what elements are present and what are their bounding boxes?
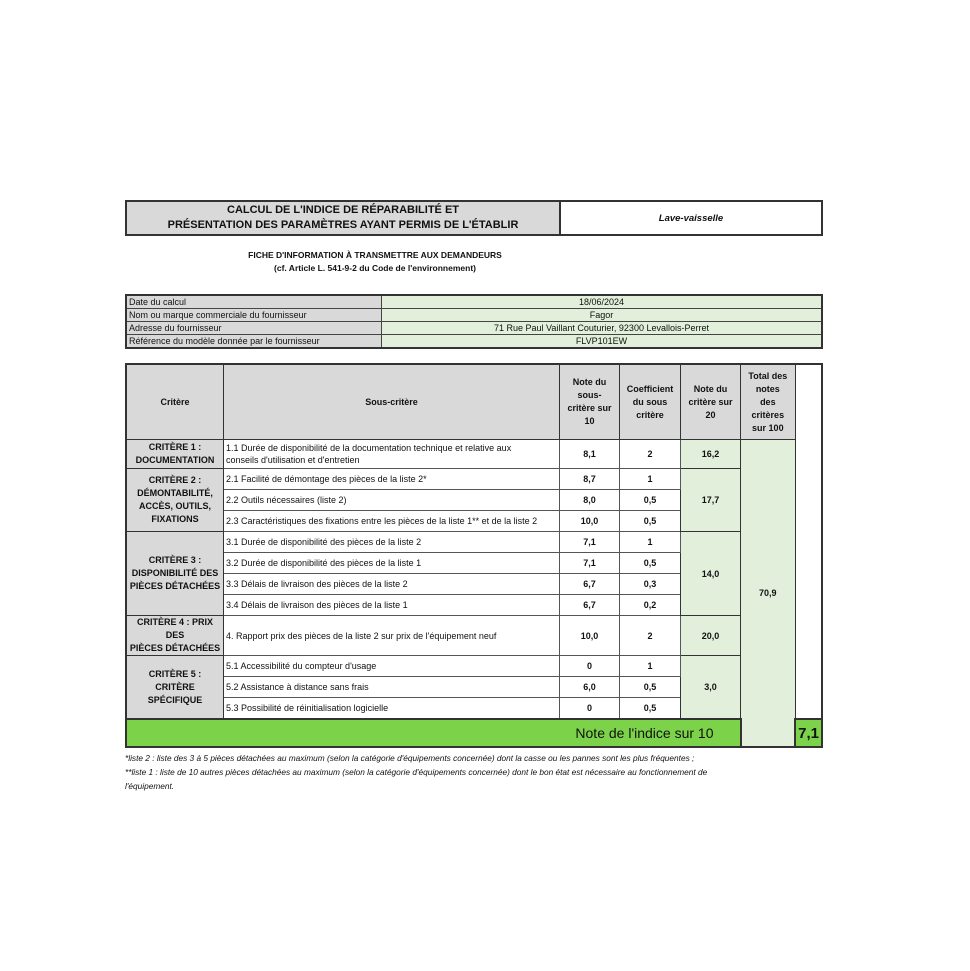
subcriterion-coef: 1	[620, 656, 681, 677]
criterion-3-l1: CRITÈRE 3 :	[148, 555, 202, 565]
repairability-sheet	[125, 200, 823, 793]
final-score-value: 7,1	[795, 719, 822, 747]
table-row	[126, 532, 822, 553]
info-label: Adresse du fournisseur	[126, 322, 382, 335]
criterion-3-label	[126, 532, 224, 616]
col-note20-l2: critère sur 20	[688, 396, 733, 420]
footnote-3: l'équipement.	[125, 781, 175, 791]
criterion-3-l3: PIÈCES DÉTACHÉES	[129, 581, 221, 591]
subcriterion-note: 7,1	[560, 553, 620, 574]
info-label: Date du calcul	[126, 295, 382, 309]
subcriterion-label: 2.2 Outils nécessaires (liste 2)	[224, 490, 560, 511]
table-row	[126, 656, 822, 677]
subcriterion-coef: 2	[620, 440, 681, 469]
subcriterion-coef: 0,5	[620, 698, 681, 720]
col-coef	[620, 364, 681, 440]
subcriterion-coef: 0,2	[620, 595, 681, 616]
subcriterion-label: 4. Rapport prix des pièces de la liste 2 sur prix de l'équipement neuf	[224, 616, 560, 656]
fiche-line-2: (cf. Article L. 541-9-2 du Code de l'environnement)	[274, 263, 476, 273]
col-note10-l1: Note du sous-	[572, 377, 607, 400]
criterion-2-l1: CRITÈRE 2 :	[148, 475, 202, 485]
subcriterion-label: 3.3 Délais de livraison des pièces de la liste 2	[224, 574, 560, 595]
info-value: Fagor	[382, 309, 823, 322]
subcriterion-label: 5.2 Assistance à distance sans frais	[224, 677, 560, 698]
subcriterion-label	[224, 440, 560, 469]
subcriterion-note: 8,0	[560, 490, 620, 511]
subcriterion-coef: 0,5	[620, 677, 681, 698]
subcriterion-note: 0	[560, 656, 620, 677]
sheet-title	[127, 202, 561, 234]
criterion-4-l2: PIÈCES DÉTACHÉES	[129, 643, 221, 653]
subcriterion-note: 8,7	[560, 469, 620, 490]
col-note10	[560, 364, 620, 440]
criterion-2-label	[126, 469, 224, 532]
sheet-header	[125, 200, 823, 236]
col-note10-l2: critère sur 10	[567, 403, 612, 426]
info-label: Référence du modèle donnée par le fournisseur	[126, 335, 382, 349]
subcriterion-coef: 0,5	[620, 490, 681, 511]
col-coef-l2: du sous	[632, 396, 668, 407]
subcriterion-label: 2.1 Facilité de démontage des pièces de la liste 2*	[224, 469, 560, 490]
col-sous-critere: Sous-critère	[224, 364, 560, 440]
subcriterion-note: 0	[560, 698, 620, 720]
criterion-note20: 16,2	[681, 440, 741, 469]
criterion-2-l4: FIXATIONS	[151, 514, 199, 524]
fiche-caption	[125, 249, 625, 275]
footnote-2: **liste 1 : liste de 10 autres pièces détachées au maximum (selon la catégorie d'équipements concernée) dont le bon état est nécessaire au fonctionnement de	[125, 767, 708, 777]
info-row	[126, 335, 822, 349]
info-row	[126, 295, 822, 309]
criterion-2-l2: DÉMONTABILITÉ,	[137, 488, 213, 498]
criterion-note20: 17,7	[681, 469, 741, 532]
final-score-label: Note de l'indice sur 10	[126, 719, 741, 747]
criterion-note20: 3,0	[681, 656, 741, 720]
subcriterion-label: 3.2 Durée de disponibilité des pièces de la liste 1	[224, 553, 560, 574]
info-row	[126, 309, 822, 322]
subcriterion-note: 10,0	[560, 511, 620, 532]
info-value: 71 Rue Paul Vaillant Couturier, 92300 Levallois-Perret	[382, 322, 823, 335]
info-value: 18/06/2024	[382, 295, 823, 309]
subcriterion-coef: 0,5	[620, 511, 681, 532]
total-100: 70,9	[741, 440, 796, 748]
subcriterion-coef: 2	[620, 616, 681, 656]
subcriterion-coef: 0,5	[620, 553, 681, 574]
subcriterion-label: 2.3 Caractéristiques des fixations entre les pièces de la liste 1** et de la liste 2	[224, 511, 560, 532]
subcriterion-label: 5.3 Possibilité de réinitialisation logicielle	[224, 698, 560, 720]
col-total-l3: sur 100	[752, 422, 784, 433]
subcriterion-label: 3.4 Délais de livraison des pièces de la liste 1	[224, 595, 560, 616]
col-coef-l3: critère	[636, 409, 664, 420]
criterion-2-l3: ACCÈS, OUTILS,	[138, 501, 211, 511]
col-coef-l1: Coefficient	[626, 383, 674, 394]
col-total-l1: Total des notes	[748, 370, 788, 394]
subcriterion-label: 5.1 Accessibilité du compteur d'usage	[224, 656, 560, 677]
col-total	[741, 364, 796, 440]
subcriterion-note: 10,0	[560, 616, 620, 656]
criterion-5-l1: CRITÈRE 5 : CRITÈRE	[148, 668, 202, 692]
subcriterion-label: 3.1 Durée de disponibilité des pièces de la liste 2	[224, 532, 560, 553]
table-row	[126, 469, 822, 490]
criterion-note20: 14,0	[681, 532, 741, 616]
subcriterion-note: 6,7	[560, 595, 620, 616]
criterion-4-l1: CRITÈRE 4 : PRIX DES	[136, 617, 213, 640]
col-note20	[681, 364, 741, 440]
info-value: FLVP101EW	[382, 335, 823, 349]
info-row	[126, 322, 822, 335]
subcriterion-coef: 1	[620, 532, 681, 553]
col-total-l2: des critères	[751, 396, 785, 420]
title-line-2: PRÉSENTATION DES PARAMÈTRES AYANT PERMIS DE L'ÉTABLIR	[167, 219, 519, 231]
footnotes	[125, 751, 823, 793]
subcriterion-note: 6,7	[560, 574, 620, 595]
table-row	[126, 440, 822, 469]
subcriterion-label-l2: conseils d'utilisation et d'entretien	[226, 455, 360, 465]
criterion-5-label	[126, 656, 224, 720]
subcriterion-note: 7,1	[560, 532, 620, 553]
final-score-row	[126, 719, 822, 747]
criterion-3-l2: DISPONIBILITÉ DES	[131, 568, 219, 578]
table-row	[126, 616, 822, 656]
criterion-1-l1: CRITÈRE 1 :	[148, 442, 202, 452]
subcriterion-label-l1: 1.1 Durée de disponibilité de la documentation technique et relative aux	[226, 443, 512, 453]
col-critere: Critère	[126, 364, 224, 440]
criterion-5-l2: SPÉCIFIQUE	[147, 694, 203, 705]
criterion-1-l2: DOCUMENTATION	[135, 455, 215, 465]
subcriterion-coef: 0,3	[620, 574, 681, 595]
subcriterion-note: 6,0	[560, 677, 620, 698]
col-note20-l1: Note du	[693, 383, 728, 394]
supplier-info-table	[125, 294, 823, 349]
fiche-line-1: FICHE D'INFORMATION À TRANSMETTRE AUX DEMANDEURS	[248, 250, 502, 260]
criteria-table	[125, 363, 823, 748]
subcriterion-coef: 1	[620, 469, 681, 490]
subcriterion-note: 8,1	[560, 440, 620, 469]
product-type: Lave-vaisselle	[658, 212, 724, 224]
title-line-1: CALCUL DE L'INDICE DE RÉPARABILITÉ ET	[227, 204, 459, 216]
criterion-1-label	[126, 440, 224, 469]
criteria-table-header	[126, 364, 822, 440]
criterion-note20: 20,0	[681, 616, 741, 656]
criterion-4-label	[126, 616, 224, 656]
info-label: Nom ou marque commerciale du fournisseur	[126, 309, 382, 322]
footnote-1: *liste 2 : liste des 3 à 5 pièces détachées au maximum (selon la catégorie d'équipements concernée) dont la casse ou les pannes sont les plus fréquentes ;	[125, 753, 695, 763]
